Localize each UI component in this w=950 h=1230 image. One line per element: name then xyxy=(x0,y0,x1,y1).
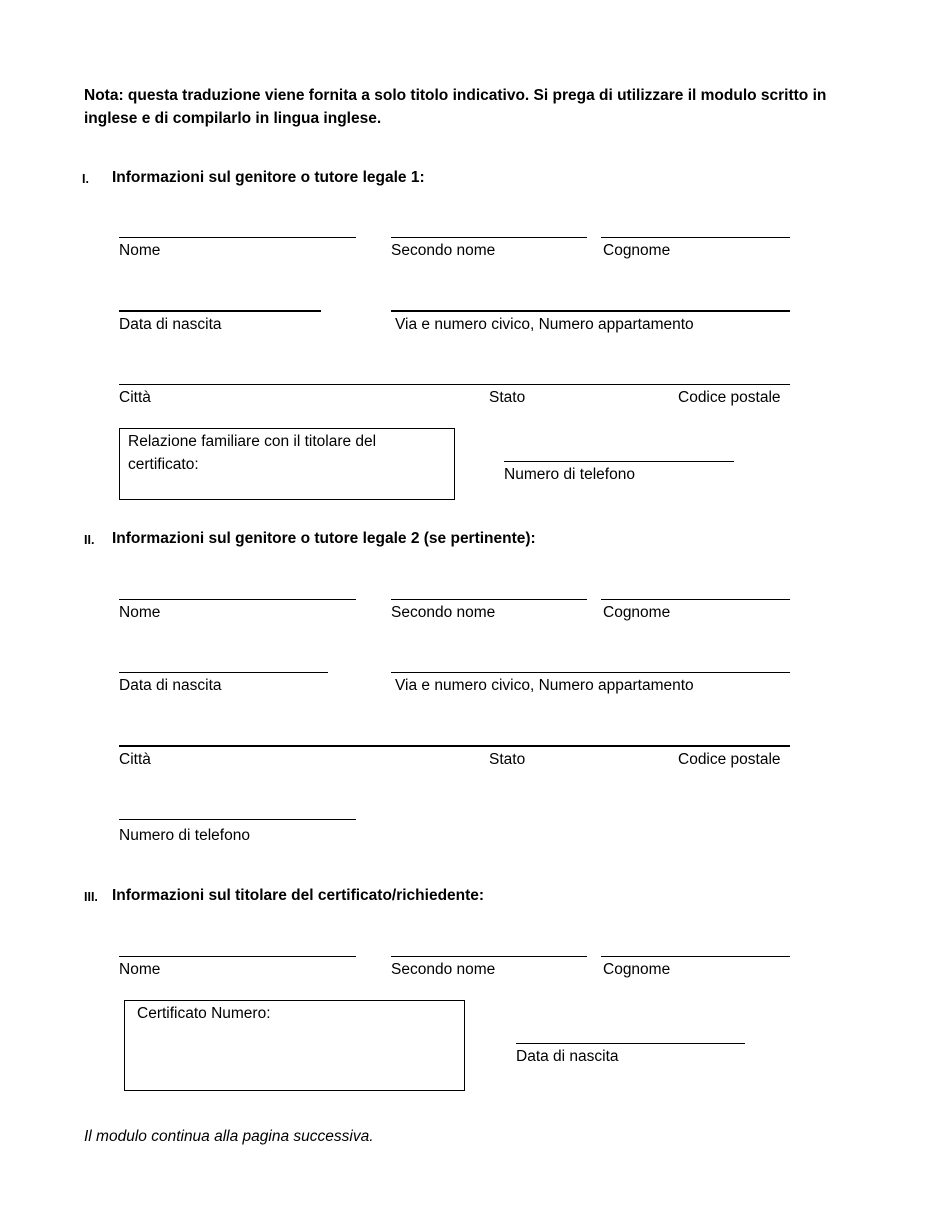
s1-phone-field[interactable] xyxy=(504,461,734,462)
s2-street-field[interactable] xyxy=(391,672,790,673)
s1-last-name-label: Cognome xyxy=(603,242,671,259)
s2-birth-date-label: Data di nascita xyxy=(119,677,222,694)
s1-middle-name-label: Secondo nome xyxy=(391,242,496,259)
s1-last-name-field[interactable] xyxy=(601,237,790,238)
s2-street-label: Via e numero civico, Numero appartamento xyxy=(395,677,694,694)
s2-city-label: Città xyxy=(119,751,151,768)
section-3-title: Informazioni sul titolare del certificato/richiedente: xyxy=(112,887,485,904)
section-2-number: II. xyxy=(84,533,95,547)
s3-first-name-label: Nome xyxy=(119,961,161,978)
section-1-title: Informazioni sul genitore o tutore legale 1: xyxy=(112,169,425,186)
translation-note: Nota: questa traduzione viene fornita a solo titolo indicativo. Si prega di utilizzare il modulo scritto in inglese e di compilarlo in lingua inglese. xyxy=(84,87,827,127)
s1-phone-label: Numero di telefono xyxy=(504,466,635,483)
s3-certificate-number-box[interactable] xyxy=(124,1000,465,1091)
s2-first-name-label: Nome xyxy=(119,604,161,621)
s2-birth-date-field[interactable] xyxy=(119,672,328,673)
s3-middle-name-label: Secondo nome xyxy=(391,961,496,978)
s2-phone-label: Numero di telefono xyxy=(119,827,250,844)
s2-city-state-zip-field[interactable] xyxy=(119,745,790,747)
s3-middle-name-field[interactable] xyxy=(391,956,587,957)
s1-relationship-label: Relazione familiare con il titolare del certificato: xyxy=(128,433,377,473)
s2-state-label: Stato xyxy=(489,751,526,768)
s1-birth-date-label: Data di nascita xyxy=(119,316,222,333)
s2-last-name-field[interactable] xyxy=(601,599,790,600)
s2-last-name-label: Cognome xyxy=(603,604,671,621)
s1-relationship-box[interactable] xyxy=(119,428,455,500)
s3-birth-date-label: Data di nascita xyxy=(516,1048,619,1065)
s1-state-label: Stato xyxy=(489,389,526,406)
section-3-number: III. xyxy=(84,890,98,904)
s2-middle-name-field[interactable] xyxy=(391,599,587,600)
s2-phone-field[interactable] xyxy=(119,819,356,820)
s3-certificate-number-label: Certificato Numero: xyxy=(137,1005,271,1022)
s1-birth-date-field[interactable] xyxy=(119,310,321,312)
s1-first-name-field[interactable] xyxy=(119,237,356,238)
section-2-title: Informazioni sul genitore o tutore legale 2 (se pertinente): xyxy=(112,530,536,547)
s1-zip-label: Codice postale xyxy=(678,389,781,406)
s1-first-name-label: Nome xyxy=(119,242,161,259)
s1-street-label: Via e numero civico, Numero appartamento xyxy=(395,316,694,333)
s3-birth-date-field[interactable] xyxy=(516,1043,745,1044)
s3-last-name-label: Cognome xyxy=(603,961,671,978)
section-1-number: I. xyxy=(82,172,89,186)
s3-last-name-field[interactable] xyxy=(601,956,790,957)
s2-zip-label: Codice postale xyxy=(678,751,781,768)
s1-middle-name-field[interactable] xyxy=(391,237,587,238)
s2-first-name-field[interactable] xyxy=(119,599,356,600)
s2-middle-name-label: Secondo nome xyxy=(391,604,496,621)
continued-notice: Il modulo continua alla pagina successiva. xyxy=(84,1128,374,1145)
s1-city-label: Città xyxy=(119,389,151,406)
s1-city-state-zip-field[interactable] xyxy=(119,384,790,385)
s3-first-name-field[interactable] xyxy=(119,956,356,957)
s1-street-field[interactable] xyxy=(391,310,790,312)
